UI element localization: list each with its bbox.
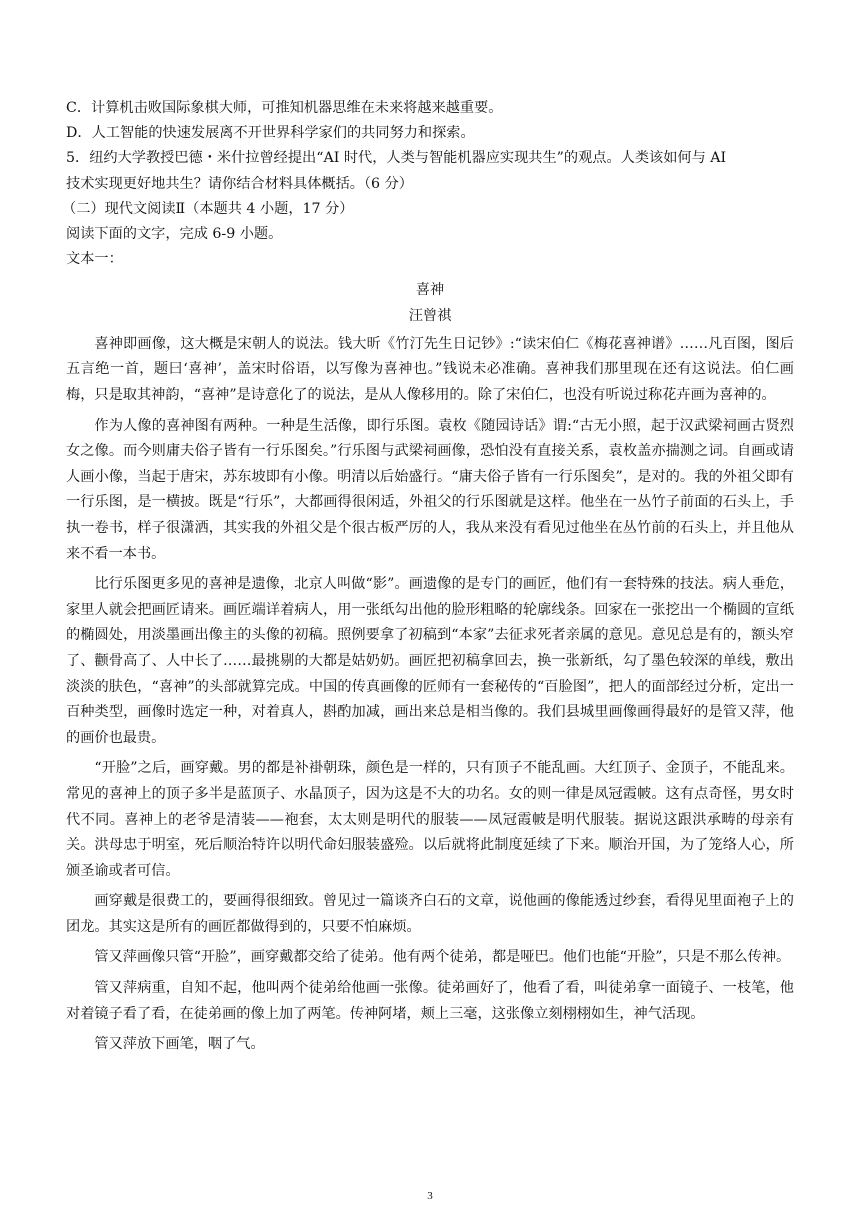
option-d: D．人工智能的快速发展离不开世界科学家们的共同努力和探索。: [66, 125, 475, 142]
paragraph: 管又萍画像只管“开脸”，画穿戴都交给了徒弟。他有两个徒弟，都是哑巴。他们也能“开脸”，只是不那么传神。: [94, 949, 791, 966]
text-label: 文本一：: [66, 251, 123, 268]
article-author: 汪曾祺: [408, 307, 452, 324]
page-number: 3: [427, 1190, 433, 1202]
paragraph: 画穿戴是很费工的，要画得很细致。曾见过一篇谈齐白石的文章，说他画的像能透过纱套，看得见里面袍子上的团龙。其实这是所有的画匠都做得到的，只要不怕麻烦。: [66, 893, 794, 935]
question-5-line-2: 技术实现更好地共生？请你结合材料具体概括。（6 分）: [66, 175, 413, 192]
paragraph: 喜神即画像，这大概是宋朝人的说法。钱大昕《竹汀先生日记钞》:“读宋伯仁《梅花喜神谱》……凡百图，图后五言绝一首，题曰‘喜神’，盖宋时俗语，以写像为喜神也。”钱说未必准确。喜神我们那里现在还有这说法。伯仁画梅，只是取其神韵，“喜神”是诗意化了的说法，是从人像移用的。除了宋伯仁，也没有听说过称花卉画为喜神的。: [66, 335, 794, 404]
section-heading: （二）现代文阅读Ⅱ（本题共 4 小题，17 分）: [62, 200, 354, 217]
article-body: [66, 332, 794, 1058]
option-c: C．计算机击败国际象棋大师，可推知机器思维在未来将越来越重要。: [66, 100, 503, 116]
paragraph: 作为人像的喜神图有两种。一种是生活像，即行乐图。袁枚《随园诗话》谓:“古无小照，起于汉武梁祠画古贤烈女之像。而今则庸夫俗子皆有一行乐图矣。”行乐图与武梁祠画像，恐怕没有直接关系，袁枚盖亦揣测之词。自画或请人画小像，当起于唐宋，苏东坡即有小像。明清以后始盛行。“庸夫俗子皆有一行乐图矣”，是对的。我的外祖父即有一行乐图，是一横披。既是“行乐”，大都画得很闲适，外祖父的行乐图就是这样。他坐在一丛竹子前面的石头上，手执一卷书，样子很潇洒，其实我的外祖父是个很古板严厉的人，我从来没有看见过他坐在丛竹前的石头上，并且他从来不看一本书。: [66, 417, 794, 562]
paragraph: “开脸”之后，画穿戴。男的都是补褂朝珠，颜色是一样的，只有顶子不能乱画。大红顶子、金顶子，不能乱来。常见的喜神上的顶子多半是蓝顶子、水晶顶子，因为这是不大的功名。女的则一律是凤冠霞帔。这有点奇怪，男女时代不同。喜神上的老爷是清装——袍套，太太则是明代的服装——凤冠霞帔是明代服装。据说这跟洪承畴的母亲有关。洪母忠于明室，死后顺治特许以明代命妇服装盛殓。以后就将此制度延续了下来。顺治开国，为了笼络人心，所颁圣谕或者可信。: [66, 760, 794, 879]
paragraph: 管又萍病重，自知不起，他叫两个徒弟给他画一张像。徒弟画好了，他看了看，叫徒弟拿一面镜子、一枝笔，他对着镜子看了看，在徒弟画的像上加了两笔。传神阿堵，颊上三毫，这张像立刻栩栩如生，神气活现。: [66, 980, 794, 1022]
reading-instruction: 阅读下面的文字，完成 6-9 小题。: [66, 226, 283, 243]
article-title: 喜神: [415, 282, 445, 299]
paragraph: 管又萍放下画笔，咽了气。: [94, 1036, 265, 1053]
paragraph: 比行乐图更多见的喜神是遗像，北京人叫做“影”。画遗像的是专门的画匠，他们有一套特殊的技法。病人垂危，家里人就会把画匠请来。画匠端详着病人，用一张纸勾出他的脸形粗略的轮廓线条。回家在一张挖出一个椭圆的宣纸的椭圆处，用淡墨画出像主的头像的初稿。照例要拿了初稿到“本家”去征求死者亲属的意见。意见总是有的，额头窄了、颧骨高了、人中长了……最挑剔的大都是姑奶奶。画匠把初稿拿回去，换一张新纸，勾了墨色较深的单线，敷出淡淡的肤色，“喜神”的头部就算完成。中国的传真画像的匠师有一套秘传的“百脸图”，把人的面部经过分析，定出一百种类型，画像时选定一种，对着真人，斟酌加减，画出来总是相当像的。我们县城里画像画得最好的是管又萍，他的画价也最贵。: [66, 576, 794, 746]
page-content: [62, 96, 794, 1058]
question-5-line-1: 5．纽约大学教授巴德・米什拉曾经提出“AI 时代，人类与智能机器应实现共生”的观点。人类该如何与 AI: [66, 150, 727, 167]
